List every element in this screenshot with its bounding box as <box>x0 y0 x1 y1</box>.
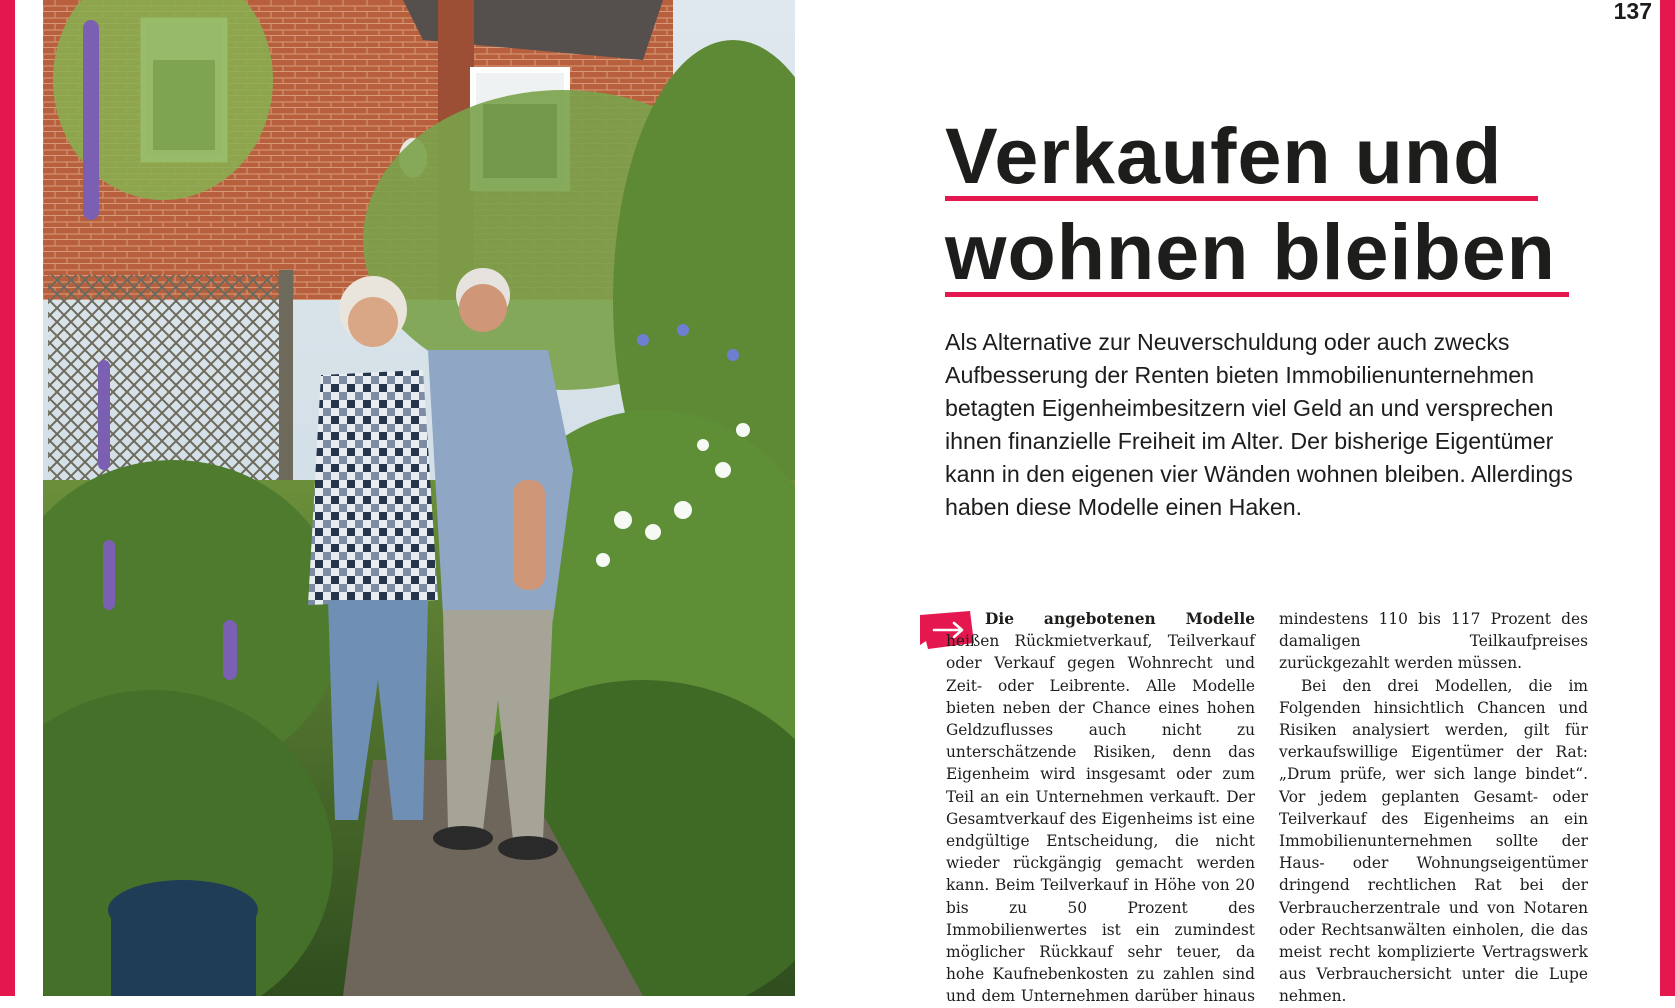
body-paragraph-1-text: heißen Rückmietverkauf, Teilverkauf oder Verkauf gegen Wohnrecht und Zeit- oder Leibrente. Alle Modelle bieten neben der Chance eines hohen Geldzuflusses auch nicht zu unterschätzende Risiken, denn das Eigenheim wird insgesamt oder zum Teil an ein Unternehmen verkauft. Der Gesamtverkauf des Eigenheims ist eine endgültige Entscheidung, die nicht wieder rückgängig gemacht werden kann. Beim Teilverkauf in Höhe von 20 bis zu 50 Prozent des Immobilienwertes ist ein zumindest möglicher Rückkauf sehr teuer, da hohe Kaufnebenkosten zu zahlen sind und dem Unternehmen darüber hinaus mindestens 110 bis 117 Prozent des damaligen Teilkaufpreises zurückgezahlt werden müssen. <box>946 610 1588 1006</box>
page-number: 137 <box>1613 0 1652 24</box>
body-paragraph-2: Bei den drei Modellen, die im Folgenden hinsichtlich Chancen und Risiken analysiert werden, gilt für verkaufswillige Eigentümer der Rat: „Drum prüfe, wer sich lange bindet“. Vor jedem geplanten Gesamt- oder Teilverkauf des Eigenheims an ein Immobilienunternehmen sollte der Haus- oder Wohnungseigentümer dringend rechtlichen Rat bei der Verbraucherzentrale und von Notaren oder Rechtsanwälten einholen, die das meist recht komplizierte Vertragswerk aus Verbrauchersicht unter die Lupe nehmen. <box>1279 676 1588 1006</box>
garden-photo <box>43 0 795 996</box>
left-accent-bar <box>0 0 15 996</box>
title-line-2: wohnen bleiben <box>945 208 1569 297</box>
body-lead-in: Die angebotenen Modelle <box>985 610 1255 628</box>
lead-paragraph: Als Alternative zur Neuverschuldung oder auch zwecks Aufbesserung der Renten bieten Immobilienunternehmen betagten Eigenheimbesitzern viel Geld an und versprechen ihnen finanzielle Freiheit im Alter. Der bisherige Eigentümer kann in den eigenen vier Wänden wohnen bleiben. Allerdings haben diese Modelle einen Haken. <box>945 329 1573 520</box>
title-line-1: Verkaufen und <box>945 112 1538 201</box>
page-title <box>945 112 1569 297</box>
body-text <box>946 608 1588 1008</box>
right-accent-bar <box>1660 0 1675 996</box>
